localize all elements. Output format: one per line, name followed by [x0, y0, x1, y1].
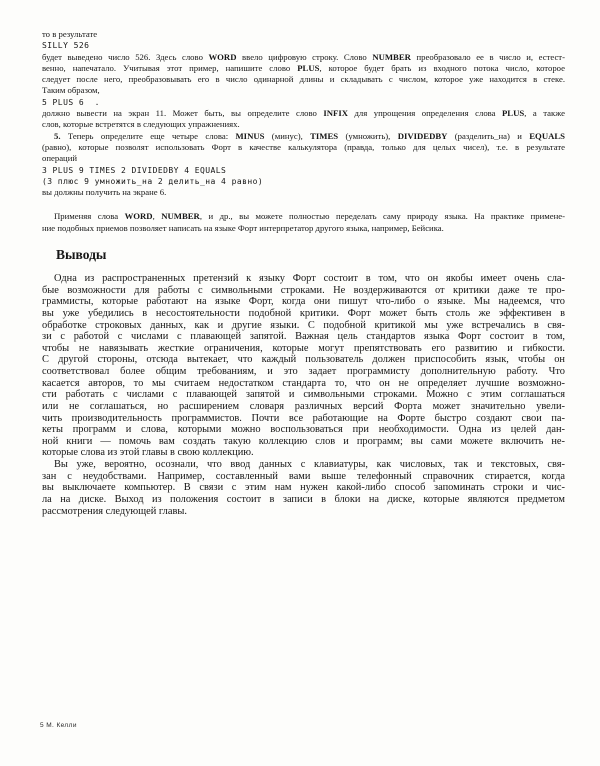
text-segment: Применяя слова — [54, 211, 125, 222]
text-segment: (разделить_на) и — [447, 130, 530, 141]
text-line — [42, 459, 565, 471]
bold-text-segment: NUMBER — [161, 211, 200, 222]
text-line — [42, 343, 565, 355]
text-line — [42, 176, 565, 187]
text-line — [42, 436, 565, 448]
printer-signature-footer: 5 М. Келли — [40, 722, 77, 729]
text-segment: которые слова из этой главы в свою коллекцию. — [42, 447, 254, 459]
text-line — [42, 401, 565, 413]
text-segment: вы уже убедились в несостоятельности подобной критики. Форт может быть столь же эффективен в — [42, 307, 565, 319]
bold-text-segment: WORD — [124, 211, 153, 222]
text-line — [42, 320, 565, 332]
text-line — [42, 108, 565, 119]
text-segment: соответствовал более общим требованиям, и это задает программисту дополнительную работу. Что — [42, 366, 565, 378]
text-line — [42, 63, 565, 74]
text-line — [42, 85, 565, 96]
text-segment: 3 PLUS 9 TIMES 2 DIVIDEDBY 4 EQUALS — [42, 165, 227, 175]
text-segment: (равно), которые позволят использовать Форт в качестве калькулятора (правда, только для целых чисел), т.е. в результате — [42, 141, 565, 152]
text-segment: рассмотрения следующей главы. — [42, 505, 187, 517]
text-line — [42, 119, 565, 130]
text-segment: или не соглашаться, но расширением словаря различных версий Форта может значительно увели- — [42, 400, 565, 412]
bold-text-segment: DIVIDEDBY — [397, 130, 448, 141]
bold-text-segment: PLUS — [502, 108, 525, 119]
text-segment: для упрощения определения слова — [348, 108, 502, 119]
text-segment: , и др., вы можете полностью переделать саму природу языка. На практике примене- — [199, 211, 565, 222]
bold-text-segment: WORD — [208, 51, 237, 62]
text-segment: ввело цифровую строку. Слово — [236, 51, 373, 62]
text-segment: зи с работой с числами с плавающей запятой. Важная цель стандартов языка Форт состоит в том, — [42, 331, 565, 343]
text-segment: ние подобных приемов позволяет написать на языке Форт интерпретатор другого языка, например, Бейсика. — [42, 222, 444, 233]
text-segment: , — [152, 211, 162, 222]
text-line — [42, 52, 565, 63]
text-line — [42, 74, 565, 85]
text-segment: следует после него, преобразовывать его в число одинарной длины и складывать с числом, которое уже находится в стеке. — [42, 74, 565, 85]
text-segment: Таким образом, — [42, 85, 100, 96]
text-line — [42, 506, 565, 518]
text-line — [42, 165, 565, 176]
section-heading: Выводы — [56, 247, 107, 263]
bold-text-segment: MINUS — [235, 130, 265, 141]
bold-text-segment: TIMES — [310, 130, 339, 141]
text-line — [42, 389, 565, 401]
text-line — [42, 413, 565, 425]
text-line — [42, 273, 565, 285]
text-line — [42, 308, 565, 320]
text-line — [42, 153, 565, 164]
text-line — [42, 29, 565, 40]
text-segment: 5 PLUS 6 . — [42, 97, 100, 107]
text-line — [42, 366, 565, 378]
text-segment: должно вывести на экран 11. Может быть, вы определите слово — [42, 108, 324, 119]
text-segment: венно, напечатало. Учитывая этот пример, напишите слово — [42, 62, 298, 73]
text-segment: , которое будет брать из входного потока число, которое — [319, 62, 565, 73]
text-line — [42, 97, 565, 108]
page-content — [42, 29, 565, 517]
text-segment: чтобы не навязывать жесткие ограничения, которые могут препятствовать его развитию и гибкости. — [42, 342, 565, 354]
text-segment: Одна из распространенных претензий к языку Форт состоит в том, что он якобы имеет очень сла- — [54, 273, 565, 285]
text-segment: то в результате — [42, 29, 98, 39]
text-segment: вы выключаете компьютер. В связи с этим нам нужен какой-либо способ запоминать строки и чис- — [42, 482, 565, 494]
summary-text-block — [42, 273, 565, 517]
text-line — [42, 40, 565, 51]
text-segment: чить производительность программистов. Почти все работающие на Форте быстро создают свои па- — [42, 412, 565, 424]
text-segment: (3 плюс 9 умножить_на 2 делить_на 4 равно) — [42, 176, 264, 186]
text-segment: операций — [42, 153, 77, 164]
text-line — [42, 187, 565, 198]
text-segment: (минус), — [264, 130, 311, 141]
text-segment: слов, которые встретятся в следующих упражнениях. — [42, 119, 240, 130]
text-segment: обработке строковых данных, как и другие языки. С подобной критикой мы уже встречались в свя- — [42, 319, 565, 331]
text-segment: С другой стороны, отсюда вытекает, что каждый пользователь должен приспособить язык, чтобы он — [42, 354, 565, 366]
text-line — [42, 223, 565, 234]
text-line — [42, 354, 565, 366]
text-line — [42, 447, 565, 459]
text-segment: сти работать с числами с плавающей запятой и символьными строками. Можно с этим соглашаться — [42, 389, 565, 401]
bold-text-segment: EQUALS — [529, 130, 565, 141]
text-segment: бые возможности для работы с символьными строками. Не воздерживаются от критики даже те про- — [42, 284, 565, 296]
text-segment: SILLY 526 — [42, 41, 90, 51]
text-line — [42, 494, 565, 506]
text-line — [42, 131, 565, 142]
text-segment: преобразовало ее в число и, естест- — [410, 51, 565, 62]
text-segment: зан с неудобствами. Например, составленный вами выше телефонный справочник стирается, когда — [42, 470, 565, 482]
text-line — [42, 142, 565, 153]
bold-text-segment: PLUS — [297, 62, 320, 73]
text-segment: будет выведено число 526. Здесь слово — [42, 51, 209, 62]
text-segment: кеты программ и слова, которыми можно воспользоваться при необходимости. Одна из целей дан- — [42, 424, 565, 436]
bold-text-segment: INFIX — [323, 108, 349, 119]
text-line — [42, 482, 565, 494]
exercises-text-block — [42, 29, 565, 234]
text-segment: , а также — [524, 108, 565, 119]
text-line — [42, 296, 565, 308]
text-line — [42, 378, 565, 390]
text-segment: граммисты, которые работают на языке Форт, когда они пишут что-либо о языке. Мы надеемся, что — [42, 296, 565, 308]
text-segment: Вы уже, вероятно, осознали, что ввод данных с клавиатуры, как числовых, так и текстовых, свя- — [54, 459, 565, 471]
text-segment: вы должны получить на экране 6. — [42, 187, 167, 198]
text-segment: ла на диске. Выход из положения состоит в записи в блоки на диске, которые являются предметом — [42, 493, 565, 505]
text-line — [42, 285, 565, 297]
text-segment: касается авторов, то мы считаем недостатком стандарта то, что он не определяет лучшие возможно- — [42, 377, 565, 389]
bold-text-segment: NUMBER — [372, 51, 411, 62]
text-segment: (умножить), — [338, 130, 398, 141]
text-line — [42, 211, 565, 222]
text-segment: ной книги — помочь вам создать такую коллекцию слов и программ; вы сами можете включить не- — [42, 435, 565, 447]
text-line — [42, 331, 565, 343]
bold-text-segment: 5. — [54, 130, 61, 141]
text-line — [42, 424, 565, 436]
text-segment: Теперь определите еще четыре слова: — [60, 130, 236, 141]
text-line — [42, 471, 565, 483]
